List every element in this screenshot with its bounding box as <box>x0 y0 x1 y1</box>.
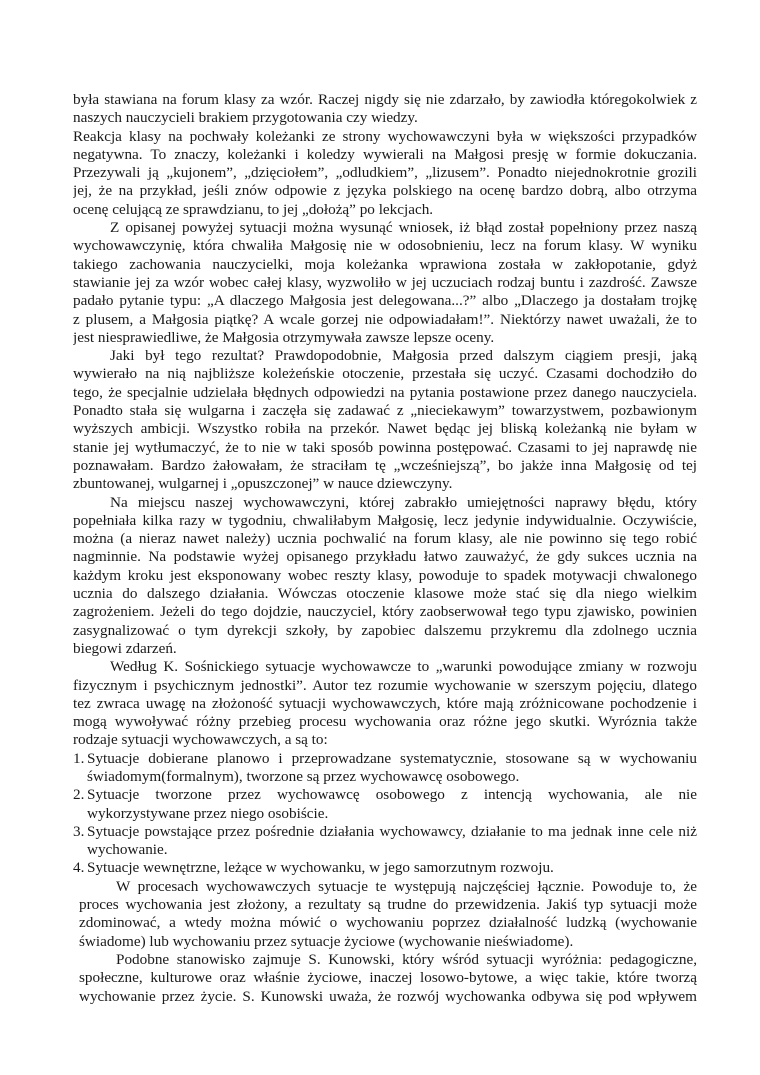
text-line: wyższych ambicji. Wszystko robiła na przekór. Nawet będąc jej bliską koleżanką nie byłam w <box>73 420 697 438</box>
list-number: 3. <box>73 822 85 840</box>
list-item <box>73 749 697 787</box>
text-line: ucznia do dalszego działania. Wówczas otoczenie klasowe może stać się dla niego wielkim <box>73 585 697 603</box>
paragraph <box>79 878 697 951</box>
text-line: Ponadto stała się wulgarna i zaczęła się zadawać z „nieciekawym” towarzystwem, pozbawionym <box>73 402 697 420</box>
list-number: 1. <box>73 749 85 767</box>
text-line: społeczne, kulturowe oraz właśnie życiowe, inaczej losowo-bytowe, a więc takie, które tworzą <box>79 969 697 987</box>
paragraph <box>73 658 697 749</box>
text-line: każdym kroku jest eksponowany wobec reszty klasy, powoduje to spadek motywacji chwalonego <box>73 566 697 584</box>
list-item <box>73 786 697 823</box>
text-line: padało pytanie typu: „A dlaczego Małgosia jest delegowana...?” albo „Dlaczego ja dostałam trojkę <box>73 292 697 310</box>
text-line: fizycznym i psychicznym jednostki”. Autor tez rozumie wychowanie w szerszym pojęciu, dlatego <box>73 676 697 694</box>
text-line: Sytuacje dobierane planowo i przeprowadzane systematycznie, stosowane są w wychowaniu <box>87 749 697 767</box>
list-number: 2. <box>73 786 85 804</box>
document-page <box>73 91 697 1006</box>
text-line: Sytuacje powstające przez pośrednie działania wychowawcy, działanie to ma jednak inne cele niż <box>87 822 697 840</box>
paragraph <box>73 128 697 219</box>
text-line: zasygnalizować o tym dyrekcji szkoły, by zapobiec dalszemu przykremu dla zdolnego ucznia <box>73 621 697 639</box>
text-line: jest niesprawiedliwe, że Małgosia otrzymywała zawsze lepsze oceny. <box>73 328 495 346</box>
text-line: popełniała kilka razy w tygodniu, chwaliłabym Małgosię, lecz jedynie indywidualnie. Oczywiście, <box>73 511 697 529</box>
text-line: Przezywali ją „kujonem”, „dzięciołem”, „odludkiem”, „lizusem”. Ponadto niejednokrotnie grozili <box>73 164 697 182</box>
text-line: W procesach wychowawczych sytuacje te występują najczęściej łącznie. Powoduje to, że <box>116 877 697 895</box>
text-line: świadomym(formalnym), tworzone są przez wychowawcę osobowego. <box>87 767 520 785</box>
text-line: z plusem, a Małgosia piątkę? A wcale gorzej nie odpowiadałam!”. Niektórzy nawet uważali, że to <box>73 310 697 328</box>
text-line: Według K. Sośnickiego sytuacje wychowawcze to „warunki powodujące zmiany w rozwoju <box>110 658 697 676</box>
text-line: zagrożeniem. Jeżeli do tego dojdzie, nauczyciel, który zaobserwował tego typu zjawisko, powinien <box>73 603 697 621</box>
text-line: mogą wywoływać różny przebieg procesu wychowania oraz różne jego skutki. Wyróznia także <box>73 713 697 731</box>
text-line: Reakcja klasy na pochwały koleżanki ze strony wychowawczyni była w większości przypadków <box>73 127 697 145</box>
paragraph <box>73 494 697 659</box>
text-line: wykorzystywane przez niego osobiście. <box>87 804 329 822</box>
paragraph <box>73 219 697 347</box>
paragraph <box>79 951 697 1006</box>
text-line: stanie jej wytłumaczyć, że to nie w taki sposób powinna postępować. Czasami to jej naprawdę nie <box>73 438 697 456</box>
text-line: Sytuacje tworzone przez wychowawcę osobowego z intencją wychowania, ale nie <box>87 786 697 804</box>
text-line: proces wychowania jest złożony, a rezultaty są trudne do przewidzenia. Jakiś typ sytuacji może <box>79 896 697 914</box>
paragraph <box>73 347 697 493</box>
text-line: poznawałam. Bardzo żałowałam, że straciłam tę „wcześniejszą”, bo jakże inna Małgosię od tej <box>73 456 697 474</box>
text-line: Na miejscu naszej wychowawczyni, której zabrakło umiejętności naprawy błędu, który <box>110 493 697 511</box>
text-line: Jaki był tego rezultat? Prawdopodobnie, Małgosia przed dalszym ciągiem presji, jaką <box>110 347 697 365</box>
list-number: 4. <box>73 859 85 877</box>
list-item <box>73 859 697 877</box>
text-line: negatywna. To znaczy, koleżanki i koledzy wywierali na Małgosi presję w formie dokuczania. <box>73 145 697 163</box>
text-line: biegowi zdarzeń. <box>73 639 177 657</box>
text-line: Sytuacje wewnętrzne, leżące w wychowanku, w jego samorzutnym rozwoju. <box>87 859 554 877</box>
text-line: stawianie jej za wzór wobec całej klasy, wyzwoliło w jej uczuciach rodzaj buntu i zazdrość. Zawsze <box>73 273 697 291</box>
text-line: rodzaje sytuacji wychowawczych, a są to: <box>73 731 328 749</box>
list-item <box>73 822 697 860</box>
text-line: wychowawczynię, która chwaliła Małgosię nie w odosobnieniu, lecz na forum klasy. W wyniku <box>73 237 697 255</box>
text-line: tez zwraca uwagę na złożoność sytuacji wychowawczych, które mają zróżnicowane pochodzenie i <box>73 694 697 712</box>
text-line: wychowanie. <box>87 841 168 859</box>
text-line: wychowanie przez życie. S. Kunowski uważa, że rozwój wychowanka odbywa się pod wpływem <box>79 987 697 1005</box>
text-line: zbuntowanej, wulgarnej i „opuszczonej” w nauce dziewczyny. <box>73 475 453 493</box>
text-line: takiego zachowania nauczycielki, moja koleżanka wprawiona została w zakłopotanie, gdyż <box>73 255 697 273</box>
text-line: świadome) lub wychowaniu przez sytuacje życiowe (wychowanie nieświadome). <box>79 932 574 950</box>
text-line: naszych nauczycieli brakiem przygotowania czy wiedzy. <box>73 109 418 127</box>
text-line: nagminnie. Na podstawie wyżej opisanego przykładu łatwo zauważyć, że gdy sukces ucznia na <box>73 548 697 566</box>
text-line: Podobne stanowisko zajmuje S. Kunowski, który wśród sytuacji wyróżnia: pedagogiczne, <box>116 950 697 968</box>
text-line: ocenę celującą ze sprawdzianu, to jej „dołożą” po lekcjach. <box>73 200 434 218</box>
paragraph <box>73 91 697 128</box>
text-line: była stawiana na forum klasy za wzór. Raczej nigdy się nie zdarzało, by zawiodła któregokolwiek z <box>73 91 697 108</box>
text-line: zdominować, a wtedy można mówić o wychowaniu poprzez działalność ludzką (wychowanie <box>79 914 697 932</box>
text-line: jej, że na przykład, jeśli znów odpowie z języka polskiego na ocenę bardzo dobrą, albo otrzyma <box>73 182 697 200</box>
text-line: tego, że specjalnie udzielała błędnych odpowiedzi na pytania postawione przez danego nauczyciela. <box>73 383 697 401</box>
text-line: wywierało na nią najbliższe koleżeńskie otoczenie, przestała się uczyć. Czasami dochodziło do <box>73 365 697 383</box>
text-line: można (a nieraz nawet należy) ucznia pochwalić na forum klasy, ale nie powinno się tego robić <box>73 530 697 548</box>
text-line: Z opisanej powyżej sytuacji można wysunąć wniosek, iż błąd został popełniony przez naszą <box>110 219 697 237</box>
